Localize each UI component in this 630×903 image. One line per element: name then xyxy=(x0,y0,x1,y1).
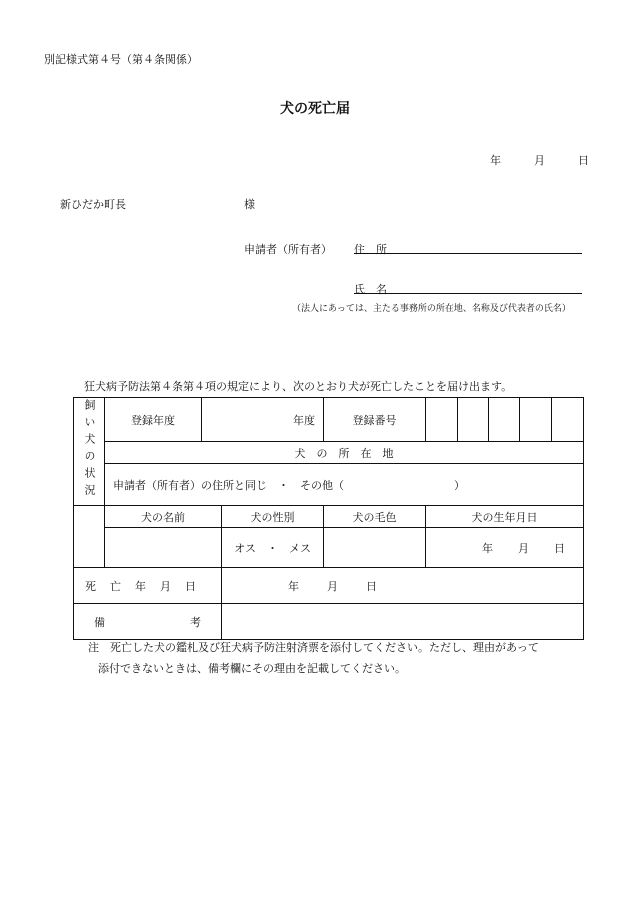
reg-digit-5[interactable] xyxy=(552,398,584,442)
submission-date xyxy=(490,152,589,168)
dog-sex-options[interactable]: オス ・ メス xyxy=(222,528,324,568)
reg-digit-3[interactable] xyxy=(489,398,520,442)
reg-digit-1[interactable] xyxy=(426,398,458,442)
remarks-label: 備 考 xyxy=(74,604,222,640)
reg-year-label: 登録年度 xyxy=(105,398,202,442)
location-options[interactable]: 申請者（所有者）の住所と同じ ・ その他（ ） xyxy=(105,464,584,506)
remarks-field[interactable] xyxy=(222,604,584,640)
name-field[interactable] xyxy=(354,293,582,294)
name-label: 氏 名 xyxy=(354,283,387,296)
birth-year: 年 xyxy=(482,541,494,555)
date-day: 日 xyxy=(578,154,589,167)
addressee: 新ひだか町長 xyxy=(60,198,126,211)
date-month: 月 xyxy=(534,154,545,167)
date-year: 年 xyxy=(490,154,501,167)
applicant-label: 申請者（所有者） xyxy=(244,243,332,256)
side-spacer xyxy=(74,506,105,528)
birth-day: 日 xyxy=(554,541,566,555)
death-date-label: 死亡年月日 xyxy=(74,568,222,604)
reg-digit-4[interactable] xyxy=(520,398,552,442)
death-day: 日 xyxy=(366,579,377,593)
location-header: 犬 の 所 在 地 xyxy=(105,442,584,464)
year-unit-label: 年度 xyxy=(293,413,316,427)
reg-number-label: 登録番号 xyxy=(324,398,426,442)
col-dog-name: 犬の名前 xyxy=(105,506,222,528)
note-line-1: 注 死亡した犬の鑑札及び狂犬病予防注射済票を添付してください。ただし、理由があって xyxy=(88,641,539,654)
address-field[interactable] xyxy=(354,253,582,254)
death-year: 年 xyxy=(288,579,299,593)
dog-name-field[interactable] xyxy=(105,528,222,568)
page-title: 犬の死亡届 xyxy=(280,101,350,117)
corporation-note: （法人にあっては、主たる事務所の所在地、名称及び代表者の氏名） xyxy=(292,304,571,314)
dog-status-table xyxy=(73,397,584,640)
side-spacer-2 xyxy=(74,528,105,568)
col-dog-sex: 犬の性別 xyxy=(222,506,324,528)
honorific: 様 xyxy=(244,198,255,211)
dog-status-side-label: 飼い犬の状況 xyxy=(74,398,105,506)
form-number: 別記様式第４号（第４条関係） xyxy=(44,53,198,66)
birth-month: 月 xyxy=(518,541,530,555)
intro-statement: 狂犬病予防法第４条第４項の規定により、次のとおり犬が死亡したことを届け出ます。 xyxy=(84,380,513,393)
reg-digit-2[interactable] xyxy=(458,398,489,442)
dog-color-field[interactable] xyxy=(324,528,426,568)
col-dog-color: 犬の毛色 xyxy=(324,506,426,528)
note-line-2: 添付できないときは、備考欄にその理由を記載してください。 xyxy=(98,662,406,675)
death-month: 月 xyxy=(327,579,338,593)
reg-year-field[interactable] xyxy=(202,398,324,442)
dog-birth-field[interactable] xyxy=(426,528,584,568)
death-date-field[interactable] xyxy=(222,568,584,604)
address-label: 住 所 xyxy=(354,243,387,256)
col-dog-birth: 犬の生年月日 xyxy=(426,506,584,528)
